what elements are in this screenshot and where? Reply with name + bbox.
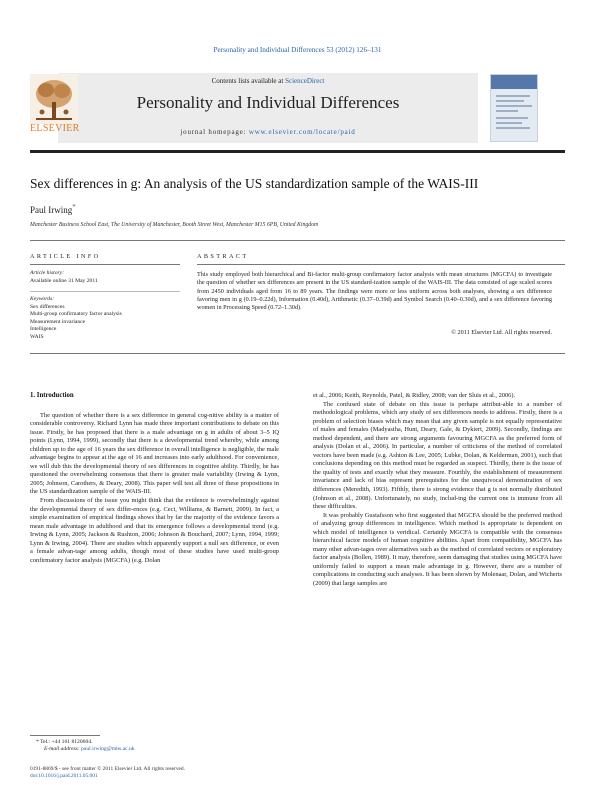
abstract-text: This study employed both hierarchical and Bi-factor multi-group confirmatory factor analysis with mean structures (MGCFA) to investigate the question of whether sex differences are present in the US standard-ization sample of the WAIS-III. The data consisted of age scaled scores from 2450 individuals aged from 16 to 89 years. The findings were more or less uniform across both analyses, showing a sex difference favoring men in g (0.19–0.22d), Information (0.40d), Arithmetic (0.37–0.39d) and Symbol Search (0.40–0.30d), and a sex difference favoring women in Processing Speed (0.72–1.30d). — [197, 271, 552, 312]
homepage-url[interactable]: www.elsevier.com/locate/paid — [248, 128, 356, 136]
journal-title: Personality and Individual Differences — [136, 93, 400, 112]
article-info-heading: ARTICLE INFO — [30, 253, 101, 260]
homepage-prefix: journal homepage: — [180, 128, 249, 136]
body-paragraph: It was probably Gustafsson who first suggested that MGCFA should be the preferred method of analyzing group differences in intelligence. Which method is appropriate is dependent on which model of intelligence is veridical. Certainly MGCFA is compatible with the consensus hierarchical factor models of human cognitive abilities. Apart from compatibility, MGCFA has many other advan-tages over alternatives such as the method of correlated vectors or exploratory factor analysis (Bollen, 1989). It may, therefore, seem damaging that studies using MGCFA have uniformly failed to support a mean male advantage in g. However, there are a number of complications in conducting such analyses. It has been shown by Molenaar, Dolan, and Wicherts (2009) that large samples are — [313, 511, 562, 588]
sciencedirect-link[interactable]: ScienceDirect — [285, 77, 325, 85]
history-value: Available online 31 May 2011 — [30, 277, 98, 284]
abstract-copyright: © 2011 Elsevier Ltd. All rights reserved. — [451, 329, 552, 336]
doi-link[interactable]: doi:10.1016/j.paid.2011.05.001 — [30, 773, 98, 779]
footnote-tel: Tel.: +44 161 8120604. — [40, 739, 93, 745]
page-footer — [30, 766, 330, 780]
journal-cover-image — [490, 74, 538, 142]
keywords-block — [30, 296, 180, 342]
footer-issn: 0191-8869/$ - see front matter © 2011 Elsevier Ltd. All rights reserved. — [30, 766, 185, 772]
contents-line — [58, 77, 478, 85]
abstract-bottom-rule — [30, 353, 565, 354]
keywords-label: Keywords: — [30, 296, 55, 302]
keyword-item: Multi-group confirmatory factor analysis — [30, 311, 122, 318]
abstract-heading: ABSTRACT — [197, 253, 249, 260]
keyword-item: Intelligence — [30, 326, 57, 333]
keyword-item: Measurement invariance — [30, 318, 86, 325]
masthead-rule — [30, 150, 565, 153]
author-footnote — [30, 739, 280, 753]
footnote-mark: * — [36, 739, 39, 745]
body-paragraph: From discussions of the issue you might think that the evidence is overwhelmingly against the developmental theory of sex differ-ences (e.g. Ceci, Williams, & Barnett, 2009). In fact, a simple examination of empirical findings shows that by far the majority of the evidence favors a mean male advantage in adulthood and that its emergence follows a developmental trend (e.g. Irwing & Lynn, 2005; Jackson & Rushton, 2006; Johnson & Bouchard, 2007; Lynn, 1994, 1999; Lynn & Irwing, 2004). There are studies which apparently support a null sex difference, or even a female advan-tage among adults, though most of these studies have used multi-group confirmatory factor analysis (MGCFA) (e.g. Dolan — [30, 497, 279, 564]
body-paragraph: The confused state of debate on this issue is perhaps attribut-able to a number of methodological problems, which any study of sex differences needs to address. Firstly, there is a problem of selection biases which may mean that any given sample is not equally representative of males and females (Madyastha, Hunt, Deary, Gale, & Dykiert, 2009). Secondly, findings are method dependent, and there are strong arguments favouring MGCFA as the preferred form of analysis (Dolan et al., 2006). In particular, a number of criticisms of the method of correlated vectors have been made (e.g. Ashton & Lee, 2005; Lubke, Dolan, & Kelderman, 2001), such that conclusions depending on this method must be regarded as suspect. Thirdly, there is the issue of the quality of tests and exactly what they measure. Fourthly, the establishment of measurement invariance and lack of bias represent prerequisites for the unequivocal demonstration of sex differences (Meredith, 1993). Fifthly, there is strong evidence that g is not normally distributed (Johnson et al., 2008). Unfortunately, no study, includ-ing the current one is immune from all these difficulties. — [313, 400, 562, 511]
email-label: E-mail address: — [44, 746, 80, 753]
history-label: Article history: — [30, 270, 65, 276]
author-footnote-mark[interactable]: * — [72, 203, 76, 211]
article-info-rule — [30, 264, 180, 265]
abstract-rule — [197, 264, 565, 265]
author-line — [30, 203, 76, 215]
elsevier-tree-logo-icon — [30, 74, 78, 124]
author-email-link[interactable]: paul.irwing@mbs.ac.uk — [81, 746, 135, 753]
body-right-column — [313, 392, 562, 589]
body-paragraph: et al., 2006; Keith, Reynolds, Patel, & Ridley, 2008; van der Sluis et al., 2006). — [313, 392, 516, 399]
keyword-item: WAIS — [30, 333, 44, 340]
article-history — [30, 270, 180, 285]
footnote-rule — [30, 735, 100, 736]
publisher-logo-text: ELSEVIER — [30, 123, 80, 134]
title-rule — [30, 240, 565, 241]
body-left-column — [30, 392, 279, 565]
body-paragraph: The question of whether there is a sex difference in general cog-nitive ability is a matter of considerable controversy. Richard Lynn has made three important contributions to debate on this issue. Firstly, he has proposed that there is a male advantage on g in adults of about 3–5 IQ points (Lynn, 1994, 1999), secondly that there is a developmental trend whereby, while among children up to the age of 16 years the sex difference in overall intelligence is negligible, the male advantage begins to appear at the age of 16 and increases into early adulthood. For convenience, we will dub this the developmental theory of sex differences in cognitive ability. Thirdly, he has questioned the overwhelming consensus that there is greater male variability (Irwing & Lynn, 2005; Johnson, Carothers, & Deary, 2008). This paper will test all three of these propositions in the US standardization sample of the WAIS-III. — [30, 411, 279, 496]
article-title: Sex differences in g: An analysis of the US standardization sample of the WAIS-III — [30, 176, 479, 191]
section-heading: 1. Introduction — [30, 392, 74, 399]
author-affiliation: Manchester Business School East, The University of Manchester, Booth Street West, Manchester M15 6PB, United Kingdom — [30, 222, 319, 228]
keyword-item: Sex differences — [30, 303, 65, 310]
running-head[interactable]: Personality and Individual Differences 53 (2012) 126–131 — [213, 46, 382, 54]
history-rule — [30, 291, 180, 292]
journal-homepage — [58, 128, 478, 136]
author-name: Paul Irwing — [30, 205, 73, 215]
contents-prefix: Contents lists available at — [211, 77, 286, 85]
